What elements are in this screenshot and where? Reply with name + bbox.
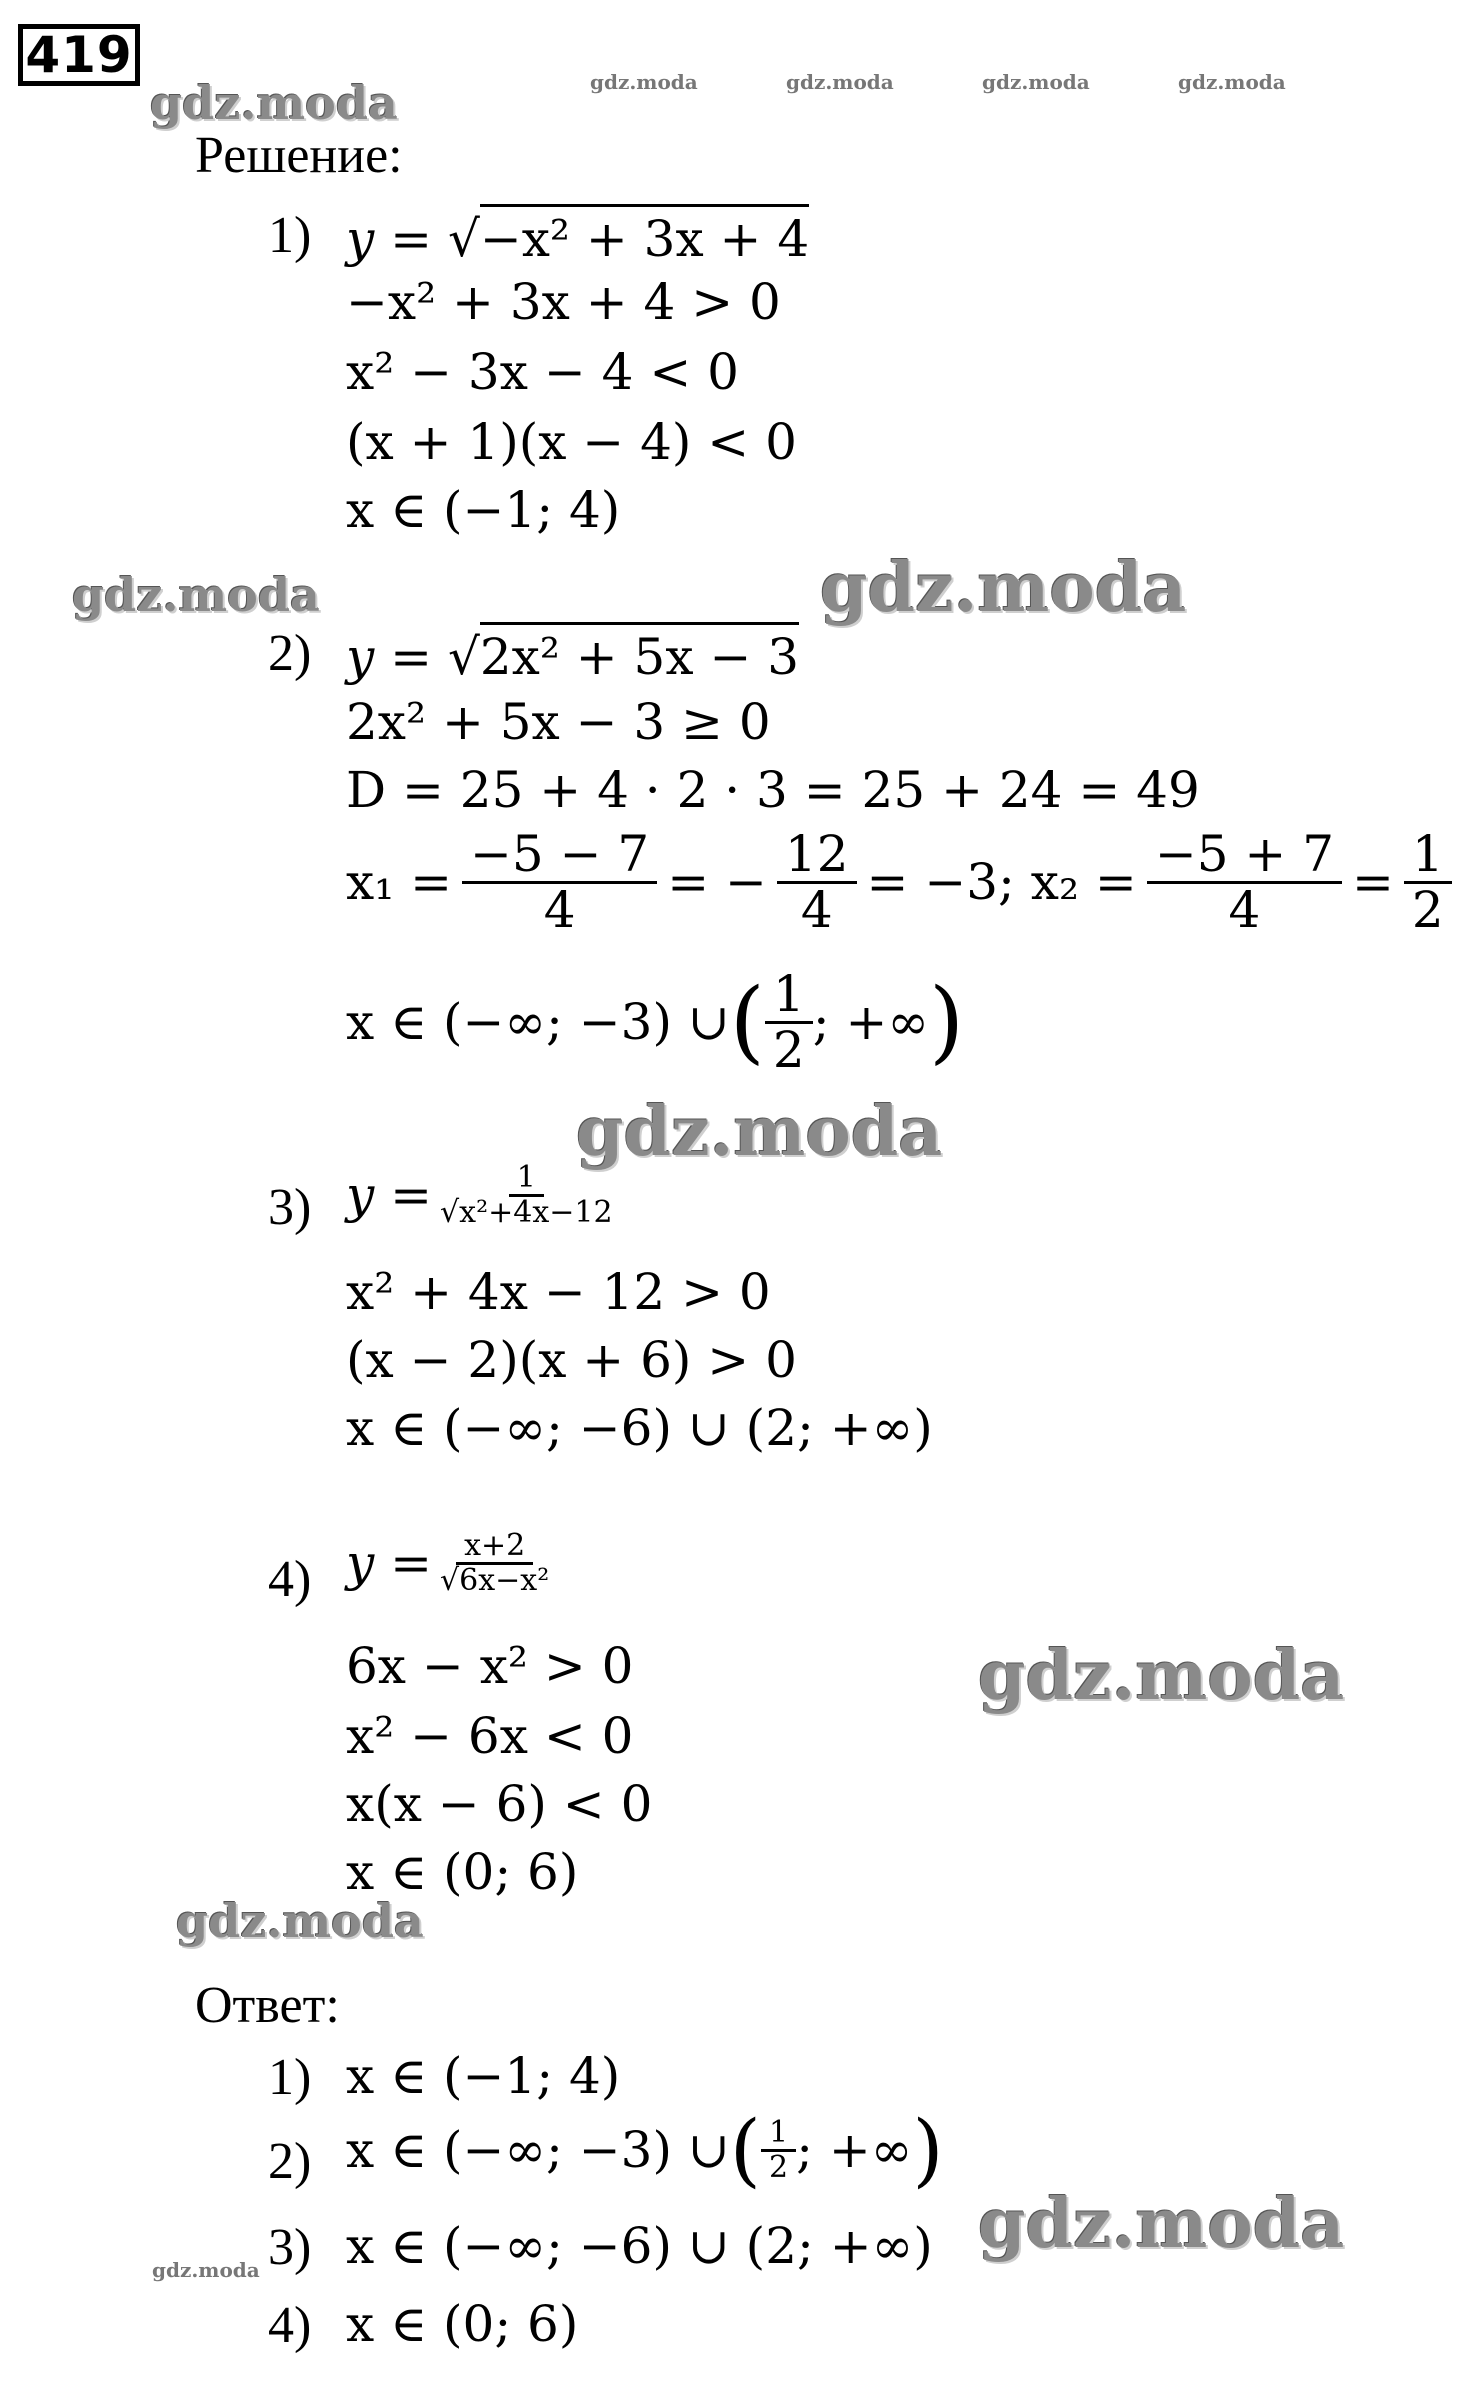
p4-line-5: x ∈ (0; 6): [346, 1843, 579, 1901]
denominator: 4: [1228, 880, 1261, 939]
radical: √2x² + 5x − 3: [448, 622, 799, 687]
watermark: gdz.moda: [978, 1636, 1345, 1716]
fraction: [765, 965, 813, 1079]
task-number: 419: [18, 24, 140, 86]
watermark: gdz.moda: [590, 70, 698, 94]
problem-2-index: 2): [268, 625, 312, 682]
denominator: 2: [1411, 880, 1444, 939]
fraction: [1147, 825, 1342, 939]
answer-2-left: x ∈ (−∞; −3) ∪: [346, 2121, 730, 2179]
p4-function: [346, 1530, 557, 1596]
p2-interval-right: ; +∞: [812, 993, 930, 1051]
answer-1-index: 1): [268, 2049, 312, 2106]
denominator: √x²+4x−12: [440, 1194, 613, 1230]
p3-function: [346, 1162, 621, 1228]
p2-radicand: 2x² + 5x − 3: [480, 622, 799, 687]
p4-line-4: x(x − 6) < 0: [346, 1775, 653, 1833]
equals: =: [1352, 853, 1394, 911]
p2-interval-left: x ∈ (−∞; −3) ∪: [346, 993, 730, 1051]
p1-line-5: x ∈ (−1; 4): [346, 481, 621, 539]
watermark: gdz.moda: [820, 548, 1187, 628]
denominator: 4: [543, 880, 576, 939]
p1-line-3: x² − 3x − 4 < 0: [346, 343, 739, 401]
answer-3-index: 3): [268, 2219, 312, 2276]
fraction: [462, 825, 657, 939]
p2-function: [346, 622, 799, 687]
numerator: 1: [1404, 828, 1452, 884]
fraction: [777, 825, 857, 939]
p2-y: y =: [346, 628, 448, 686]
watermark: gdz.moda: [576, 1092, 943, 1172]
radical: √−x² + 3x + 4: [448, 204, 809, 269]
numerator: 12: [777, 828, 857, 884]
watermark: gdz.moda: [978, 2184, 1345, 2264]
fraction: [1404, 825, 1452, 939]
answer-2-index: 2): [268, 2133, 312, 2190]
solution-heading: Решение:: [195, 127, 403, 184]
watermark: gdz.moda: [72, 568, 320, 622]
problem-3-index: 3): [268, 1179, 312, 1236]
numerator: −5 − 7: [462, 828, 657, 884]
p1-line-4: (x + 1)(x − 4) < 0: [346, 413, 797, 471]
p4-line-2: 6x − x² > 0: [346, 1637, 634, 1695]
x1-label: x₁ =: [346, 853, 453, 911]
left-paren: (: [729, 969, 765, 1074]
fraction: [761, 2117, 796, 2183]
watermark: gdz.moda: [176, 1894, 424, 1948]
answer-heading: Ответ:: [195, 1977, 340, 2034]
denominator: √6x−x²: [440, 1562, 550, 1598]
numerator: 1: [761, 2117, 796, 2152]
p2-line-2: 2x² + 5x − 3 ≥ 0: [346, 693, 771, 751]
answer-4-index: 4): [268, 2297, 312, 2354]
denominator: 2: [772, 1020, 805, 1079]
p1-function: [346, 204, 809, 269]
watermark: gdz.moda: [1178, 70, 1286, 94]
p3-line-4: x ∈ (−∞; −6) ∪ (2; +∞): [346, 1399, 933, 1457]
p1-radicand: −x² + 3x + 4: [480, 204, 809, 269]
p1-y: y =: [346, 210, 448, 268]
answer-3: x ∈ (−∞; −6) ∪ (2; +∞): [346, 2217, 933, 2275]
numerator: x+2: [456, 1530, 533, 1565]
watermark: gdz.moda: [786, 70, 894, 94]
right-paren: ): [912, 2103, 944, 2196]
p2-discriminant: D = 25 + 4 · 2 · 3 = 25 + 24 = 49: [346, 761, 1200, 819]
fraction: [432, 1530, 557, 1596]
answer-2: [346, 2103, 944, 2196]
x2-label: = −3; x₂ =: [866, 853, 1137, 911]
answer-2-right: ; +∞: [796, 2121, 913, 2179]
equals-minus: = −: [667, 853, 767, 911]
numerator: 1: [765, 968, 813, 1024]
p4-line-3: x² − 6x < 0: [346, 1707, 634, 1765]
fraction: [432, 1162, 621, 1228]
problem-1-index: 1): [268, 207, 312, 264]
numerator: −5 + 7: [1147, 828, 1342, 884]
answer-1: x ∈ (−1; 4): [346, 2047, 621, 2105]
right-paren: ): [929, 969, 965, 1074]
p3-y: y =: [346, 1166, 433, 1224]
watermark: gdz.moda: [150, 76, 398, 130]
left-paren: (: [729, 2103, 762, 2196]
watermark: gdz.moda: [982, 70, 1090, 94]
answer-4: x ∈ (0; 6): [346, 2295, 579, 2353]
p3-line-3: (x − 2)(x + 6) > 0: [346, 1331, 797, 1389]
p2-roots: [346, 825, 1452, 939]
watermark: gdz.moda: [152, 2258, 260, 2282]
problem-4-index: 4): [268, 1551, 312, 1608]
p4-y: y =: [346, 1534, 433, 1592]
p2-interval: [346, 965, 965, 1079]
denominator: 4: [800, 880, 833, 939]
denominator: 2: [769, 2149, 789, 2185]
p3-line-2: x² + 4x − 12 > 0: [346, 1263, 771, 1321]
numerator: 1: [509, 1162, 544, 1197]
p1-line-2: −x² + 3x + 4 > 0: [346, 273, 781, 331]
